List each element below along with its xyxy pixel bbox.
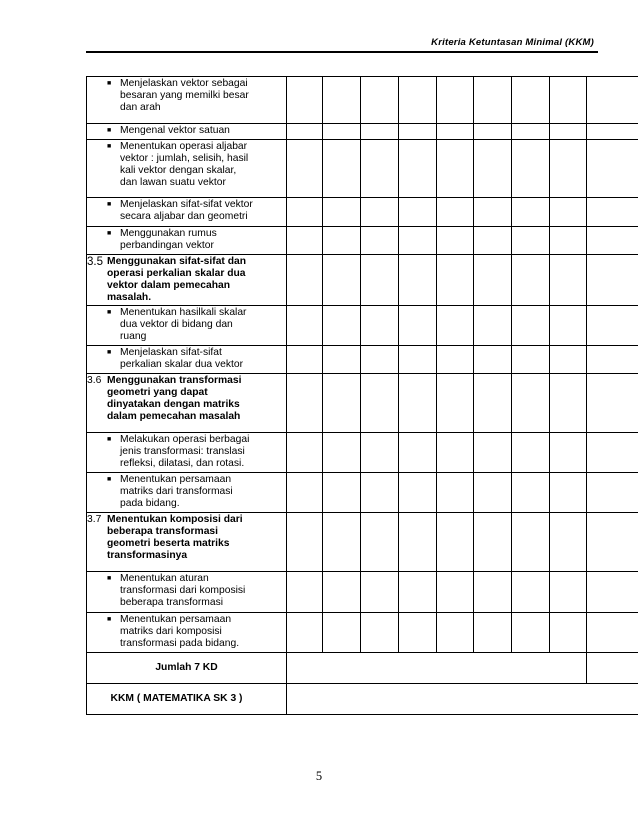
score-cell [474, 513, 512, 572]
score-cell [399, 374, 437, 433]
score-cell [323, 346, 361, 374]
score-cell [287, 306, 323, 346]
text-lines: Menentukan aturan transformasi dari komposisi beberapa transformasi [120, 573, 246, 608]
kkm-table-body [87, 77, 638, 715]
score-cell [512, 374, 550, 433]
score-cell [437, 613, 474, 653]
header-rule [86, 51, 598, 53]
text-lines: Mengenal vektor satuan [120, 125, 230, 136]
score-cell [512, 124, 550, 140]
square-bullet-icon: ■ [107, 349, 112, 356]
score-cell [287, 198, 323, 227]
score-cell [512, 572, 550, 613]
kkm-table [86, 76, 638, 715]
text-lines: Menggunakan sifat-sifat dan operasi perkalian skalar dua vektor dalam pemecahan masalah. [107, 256, 247, 303]
indicator-text [91, 77, 282, 115]
score-cell [437, 513, 474, 572]
score-cell [587, 513, 638, 572]
indicator-text [91, 572, 282, 610]
indicator-row [87, 613, 638, 653]
score-cell [361, 306, 399, 346]
score-cell [587, 572, 638, 613]
score-cell [287, 140, 323, 198]
score-cell [550, 227, 587, 255]
score-cell [587, 255, 638, 306]
score-cell [437, 227, 474, 255]
description-cell [87, 374, 287, 433]
score-cell [399, 346, 437, 374]
total-row [87, 653, 638, 684]
score-cell [287, 613, 323, 653]
text-lines: Menjelaskan vektor sebagai besaran yang memilki besar dan arah [120, 78, 249, 113]
score-cell [287, 374, 323, 433]
score-cell [323, 513, 361, 572]
score-cell [587, 140, 638, 198]
score-cell [361, 473, 399, 513]
score-cell [361, 124, 399, 140]
score-cell [437, 306, 474, 346]
score-cell [437, 198, 474, 227]
score-cell [323, 306, 361, 346]
score-cell [437, 346, 474, 374]
square-bullet-icon: ■ [107, 616, 112, 623]
score-cell [437, 473, 474, 513]
score-cell [550, 255, 587, 306]
score-cell [474, 473, 512, 513]
score-cell [474, 346, 512, 374]
indicator-text [91, 140, 282, 190]
indicator-text [91, 473, 282, 511]
score-cell [323, 572, 361, 613]
score-cell [550, 433, 587, 473]
kd-number: 3.5 [87, 256, 103, 268]
description-cell [87, 124, 287, 140]
score-cell [512, 140, 550, 198]
kd-number: 3.6 [87, 375, 102, 386]
score-cell [399, 306, 437, 346]
score-cell [512, 198, 550, 227]
score-cell [323, 255, 361, 306]
page-number: 5 [315, 769, 323, 783]
score-cell [512, 513, 550, 572]
score-cell [474, 77, 512, 124]
text-lines: Menentukan komposisi dari beberapa transformasi geometri beserta matriks transformasinya [107, 514, 243, 561]
score-cell [399, 255, 437, 306]
header-title: Kriteria Ketuntasan Minimal (KKM) [431, 37, 594, 48]
score-cell [474, 306, 512, 346]
kkm-row [87, 684, 638, 715]
indicator-row [87, 198, 638, 227]
score-cell [287, 473, 323, 513]
score-cell [361, 433, 399, 473]
score-cell [550, 613, 587, 653]
score-cell [587, 473, 638, 513]
score-cell [323, 433, 361, 473]
score-cell [512, 613, 550, 653]
score-cell [437, 77, 474, 124]
score-cell [512, 306, 550, 346]
square-bullet-icon: ■ [107, 201, 112, 208]
text-lines: Melakukan operasi berbagai jenis transformasi: translasi refleksi, dilatasi, dan rotasi. [120, 434, 250, 469]
score-cell [512, 255, 550, 306]
score-cell [287, 433, 323, 473]
indicator-row [87, 124, 638, 140]
score-cell [587, 227, 638, 255]
kd-row [87, 374, 638, 433]
score-cell [287, 255, 323, 306]
score-cell [587, 374, 638, 433]
score-cell [587, 306, 638, 346]
score-cell [437, 140, 474, 198]
description-cell [87, 140, 287, 198]
kkm-value-cell [287, 684, 638, 715]
score-cell [361, 255, 399, 306]
score-cell [361, 227, 399, 255]
total-label: Jumlah 7 KD [87, 653, 287, 684]
score-cell [474, 374, 512, 433]
score-cell [437, 572, 474, 613]
square-bullet-icon: ■ [107, 80, 112, 87]
score-cell [361, 346, 399, 374]
score-cell [550, 306, 587, 346]
score-cell [474, 227, 512, 255]
square-bullet-icon: ■ [107, 575, 112, 582]
indicator-text [91, 433, 282, 471]
text-lines: Menjelaskan sifat-sifat perkalian skalar dua vektor [120, 347, 244, 370]
indicator-text [91, 306, 282, 344]
score-cell [550, 513, 587, 572]
score-cell [361, 374, 399, 433]
square-bullet-icon: ■ [107, 476, 112, 483]
score-cell [323, 374, 361, 433]
score-cell [287, 572, 323, 613]
description-cell [87, 613, 287, 653]
indicator-text [91, 198, 282, 224]
score-cell [361, 513, 399, 572]
score-cell [550, 473, 587, 513]
text-lines: Menjelaskan sifat-sifat vektor secara aljabar dan geometri [120, 199, 253, 222]
indicator-row [87, 346, 638, 374]
score-cell [474, 572, 512, 613]
score-cell [361, 613, 399, 653]
score-cell [587, 77, 638, 124]
kkm-table-container [86, 76, 598, 715]
square-bullet-icon: ■ [107, 143, 112, 150]
score-cell [437, 124, 474, 140]
indicator-row [87, 227, 638, 255]
indicator-text [91, 613, 282, 651]
score-cell [287, 513, 323, 572]
score-cell [287, 77, 323, 124]
score-cell [587, 124, 638, 140]
score-cell [399, 513, 437, 572]
indicator-row [87, 473, 638, 513]
score-cell [361, 198, 399, 227]
score-cell [361, 77, 399, 124]
description-cell [87, 513, 287, 572]
text-lines: Menentukan hasilkali skalar dua vektor di bidang dan ruang [120, 307, 247, 342]
score-cell [361, 140, 399, 198]
score-cell [550, 198, 587, 227]
score-cell [323, 77, 361, 124]
score-cell [437, 374, 474, 433]
score-cell [399, 473, 437, 513]
score-cell [399, 124, 437, 140]
indicator-row [87, 572, 638, 613]
indicator-text [91, 227, 282, 253]
score-cell [512, 473, 550, 513]
description-cell [87, 572, 287, 613]
kd-title [91, 255, 282, 304]
score-cell [399, 433, 437, 473]
score-cell [437, 433, 474, 473]
score-cell [399, 227, 437, 255]
score-cell [323, 124, 361, 140]
total-value-cell [287, 653, 587, 684]
kd-row [87, 255, 638, 306]
indicator-row [87, 77, 638, 124]
square-bullet-icon: ■ [107, 309, 112, 316]
score-cell [399, 140, 437, 198]
score-cell [474, 124, 512, 140]
kd-title [91, 374, 282, 423]
score-cell [399, 198, 437, 227]
description-cell [87, 433, 287, 473]
score-cell [399, 77, 437, 124]
kd-number: 3.7 [87, 514, 102, 525]
score-cell [550, 374, 587, 433]
score-cell [512, 346, 550, 374]
square-bullet-icon: ■ [107, 127, 112, 134]
description-cell [87, 255, 287, 306]
score-cell [287, 346, 323, 374]
kd-title [91, 513, 282, 562]
indicator-text [91, 346, 282, 372]
score-cell [323, 198, 361, 227]
description-cell [87, 77, 287, 124]
score-cell [399, 613, 437, 653]
score-cell [361, 572, 399, 613]
score-cell [323, 227, 361, 255]
score-cell [587, 198, 638, 227]
description-cell [87, 227, 287, 255]
total-extra-cell [587, 653, 638, 684]
kd-row [87, 513, 638, 572]
score-cell [474, 255, 512, 306]
text-lines: Menentukan persamaan matriks dari komposisi transformasi pada bidang. [120, 614, 240, 649]
indicator-row [87, 306, 638, 346]
indicator-row [87, 140, 638, 198]
score-cell [287, 124, 323, 140]
score-cell [474, 140, 512, 198]
description-cell [87, 198, 287, 227]
score-cell [323, 613, 361, 653]
score-cell [437, 255, 474, 306]
score-cell [587, 346, 638, 374]
square-bullet-icon: ■ [107, 230, 112, 237]
score-cell [550, 124, 587, 140]
description-cell [87, 306, 287, 346]
description-cell [87, 473, 287, 513]
description-cell [87, 346, 287, 374]
square-bullet-icon: ■ [107, 436, 112, 443]
indicator-row [87, 433, 638, 473]
kkm-label: KKM ( MATEMATIKA SK 3 ) [87, 684, 287, 715]
score-cell [323, 140, 361, 198]
score-cell [323, 473, 361, 513]
score-cell [512, 227, 550, 255]
text-lines: Menggunakan transformasi geometri yang dapat dinyatakan dengan matriks dalam pemecahan masalah [107, 375, 242, 422]
score-cell [550, 572, 587, 613]
score-cell [399, 572, 437, 613]
score-cell [474, 613, 512, 653]
score-cell [287, 227, 323, 255]
score-cell [550, 346, 587, 374]
score-cell [550, 77, 587, 124]
text-lines: Menentukan operasi aljabar vektor : jumlah, selisih, hasil kali vektor dengan skalar, dan lawan suatu vektor [120, 141, 249, 188]
score-cell [474, 433, 512, 473]
score-cell [512, 433, 550, 473]
text-lines: Menggunakan rumus perbandingan vektor [120, 228, 217, 251]
indicator-text [91, 124, 282, 138]
text-lines: Menentukan persamaan matriks dari transformasi pada bidang. [120, 474, 233, 509]
score-cell [587, 433, 638, 473]
score-cell [587, 613, 638, 653]
score-cell [550, 140, 587, 198]
score-cell [474, 198, 512, 227]
score-cell [512, 77, 550, 124]
